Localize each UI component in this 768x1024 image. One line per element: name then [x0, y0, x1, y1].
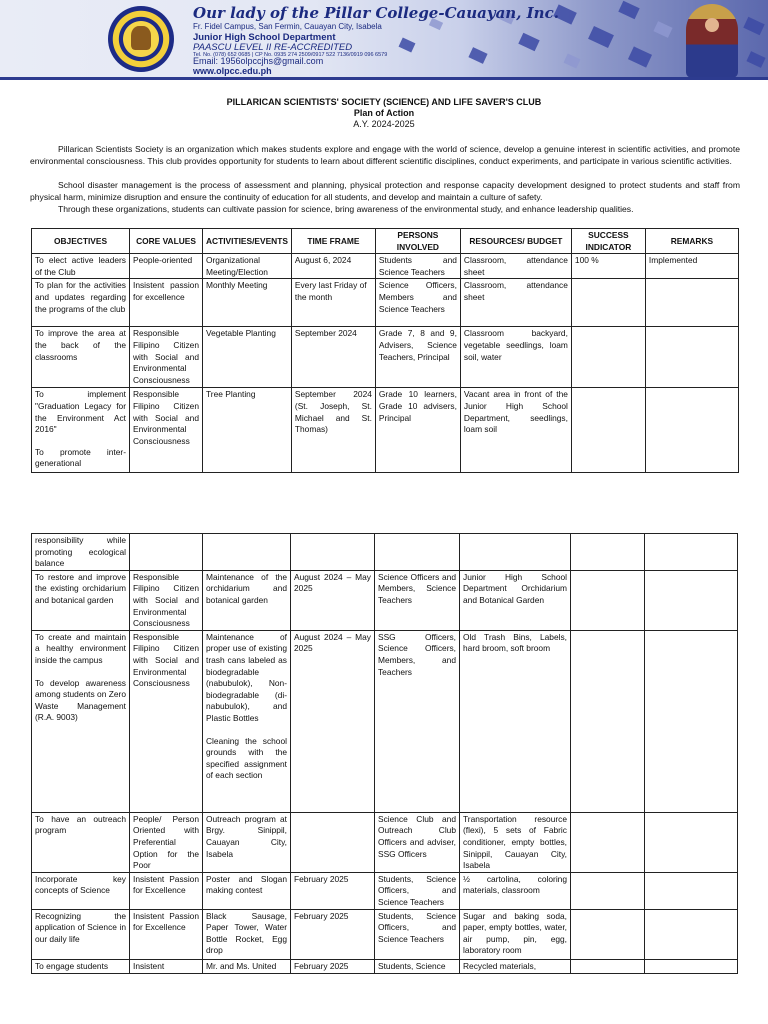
cell-activity: Black Sausage, Paper Tower, Water Bottle Rocket, Egg drop — [203, 909, 291, 959]
cell-objective-text: To implement "Graduation Legacy for the Environment Act 2016" — [35, 389, 126, 435]
cell-activity: Monthly Meeting — [203, 279, 292, 327]
cell-time-frame: August 2024 – May 2025 — [291, 630, 375, 812]
cell-activity-text: Maintenance of proper use of existing trash cans labeled as biodegradable (nabubulok), Non-biodegradable (di-nabubulok), and Plastic Bottles — [206, 631, 287, 723]
cell-activity: Poster and Slogan making contest — [203, 872, 291, 909]
header-success: SUCCESS INDICATOR — [571, 229, 645, 254]
header-banner — [0, 0, 768, 80]
cell-time-frame: February 2025 — [291, 909, 375, 959]
cell-persons: Students, Science Officers, and Science Teachers — [375, 909, 460, 959]
cell-persons: Students, Science — [375, 959, 460, 973]
table-row — [32, 534, 738, 571]
cell-resources: Vacant area in front of the Junior High School Department, seedlings, loam soil — [460, 388, 571, 473]
table-row — [32, 327, 739, 388]
header-activities: ACTIVITIES/EVENTS — [203, 229, 292, 254]
cell-objective-text-2: To promote inter-generational — [35, 446, 126, 469]
cell-success — [571, 279, 645, 327]
cell-remarks — [645, 872, 738, 909]
cell-time-frame: February 2025 — [291, 872, 375, 909]
cell-resources: Sugar and baking soda, paper, empty bottles, water, air pump, pin, egg, laboratory room — [460, 909, 571, 959]
paragraph-1 — [30, 144, 740, 167]
header-time-frame: TIME FRAME — [291, 229, 375, 254]
cell-objective: To plan for the activities and updates regarding the programs of the club — [32, 279, 130, 327]
cell-time-frame: August 6, 2024 — [291, 254, 375, 279]
cell-activity: Vegetable Planting — [203, 327, 292, 388]
cell-remarks — [645, 388, 738, 473]
cell-objective: Recognizing the application of Science in our daily life — [32, 909, 130, 959]
cell-persons: SSG Officers, Science Officers, Members, and Teachers — [375, 630, 460, 812]
cell-persons: Students and Science Teachers — [375, 254, 460, 279]
header-resources: RESOURCES/ BUDGET — [460, 229, 571, 254]
paragraph-3-text: Through these organizations, students can cultivate passion for science, bring awareness of the environmental study, and enhance leadership qualities. — [58, 204, 634, 214]
cell-persons: Grade 10 learners, Grade 10 advisers, Principal — [375, 388, 460, 473]
paragraph-3 — [30, 204, 740, 216]
cell-activity: Mr. and Ms. United — [203, 959, 291, 973]
cell-objective: To elect active leaders of the Club — [32, 254, 130, 279]
plan-table-continued — [31, 533, 738, 974]
cell-core-value: People-oriented — [130, 254, 203, 279]
cell-core-value: Responsible Filipino Citizen with Social and Environmental Consciousness — [130, 570, 203, 630]
cell-persons: Science Officers, Members and Science Teachers — [375, 279, 460, 327]
table-header-row — [32, 229, 739, 254]
cell-remarks — [645, 279, 738, 327]
cell-resources: Classroom backyard, vegetable seedlings, loam soil, water — [460, 327, 571, 388]
table-row — [32, 570, 738, 630]
title-line-1: PILLARICAN SCIENTISTS' SOCIETY (SCIENCE) AND LIFE SAVER'S CLUB — [226, 97, 542, 107]
cell-time-frame: Every last Friday of the month — [291, 279, 375, 327]
cell-activity-text-2: Cleaning the school grounds with the specified assignment of each section — [206, 735, 287, 781]
cell-remarks — [645, 812, 738, 872]
cell-time-frame: February 2025 — [291, 959, 375, 973]
cell-core-value: Insistent Passion for Excellence — [130, 872, 203, 909]
cell-core-value: Insistent Passion for Excellence — [130, 909, 203, 959]
cell-resources: Junior High School Department Orchidarium and Botanical Garden — [460, 570, 571, 630]
table-row — [32, 872, 738, 909]
cell-objective: To improve the area at the back of the classrooms — [32, 327, 130, 388]
website-text: www.olpcc.edu.ph — [193, 66, 272, 76]
cell-objective-text: To create and maintain a healthy environment inside the campus — [35, 631, 126, 665]
cell-persons — [375, 534, 460, 571]
cell-objective: To restore and improve the existing orchidarium and botanical garden — [32, 570, 130, 630]
department-name: Junior High School Department — [193, 32, 336, 43]
cell-persons: Science Officers and Members, Science Teachers — [375, 570, 460, 630]
cell-success — [571, 570, 645, 630]
telephone-text: Tel. No. (078) 652 0685 | CP No. 0935 274 2509/0917 522 7136/0919 096 6579 — [193, 52, 388, 58]
cell-persons: Students, Science Officers, and Science Teachers — [375, 872, 460, 909]
title-line-2: Plan of Action — [353, 108, 415, 118]
cell-success — [571, 909, 645, 959]
cell-remarks — [645, 570, 738, 630]
cell-core-value: Responsible Filipino Citizen with Social and Environmental Consciousness — [130, 388, 203, 473]
cell-resources: Classroom, attendance sheet — [460, 254, 571, 279]
cell-time-frame: August 2024 – May 2025 — [291, 570, 375, 630]
cell-remarks — [645, 909, 738, 959]
paragraph-2 — [30, 180, 740, 203]
cell-success — [571, 812, 645, 872]
accreditation-text: PAASCU LEVEL II RE-ACCREDITED — [193, 42, 353, 53]
cell-persons: Science Club and Outreach Club Officers and adviser, SSG Officers — [375, 812, 460, 872]
cell-success — [571, 872, 645, 909]
table-row — [32, 812, 738, 872]
cell-resources: Old Trash Bins, Labels, hard broom, soft broom — [460, 630, 571, 812]
madonna-image — [686, 4, 738, 78]
cell-activity: Tree Planting — [203, 388, 292, 473]
cell-time-frame: September 2024 — [291, 327, 375, 388]
banner-bottom-band — [0, 77, 768, 80]
header-remarks: REMARKS — [645, 229, 738, 254]
cell-objective — [32, 388, 130, 473]
cell-objective: To have an outreach program — [32, 812, 130, 872]
madonna-face — [705, 18, 719, 32]
table-row — [32, 279, 739, 327]
email-text: Email: 1956olpccjhs@gmail.com — [193, 56, 324, 66]
cell-time-frame — [291, 534, 375, 571]
header-persons: PERSONS INVOLVED — [375, 229, 460, 254]
paragraph-2-text: School disaster management is the process of assessment and planning, physical protection and response capacity development designed to protect students and staff from physical harm, minimize disruption and ensure the continuity of education for all students, and develop and maintain a culture of safety. — [30, 180, 740, 202]
cell-persons: Grade 7, 8 and 9, Advisers, Science Teachers, Principal — [375, 327, 460, 388]
table-row — [32, 388, 739, 473]
cell-resources: Recycled materials, — [460, 959, 571, 973]
school-address: Fr. Fidel Campus, San Fermin, Cauayan City, Isabela — [193, 22, 382, 31]
cell-success — [571, 327, 645, 388]
table-row — [32, 254, 739, 279]
cell-core-value: Insistent — [130, 959, 203, 973]
cell-time-frame: September 2024 (St. Joseph, St. Michael and St. Thomas) — [291, 388, 375, 473]
cell-time-frame — [291, 812, 375, 872]
cell-remarks — [645, 534, 738, 571]
table-row — [32, 630, 738, 812]
cell-core-value: People/ Person Oriented with Preferential Option for the Poor — [130, 812, 203, 872]
plan-table — [31, 228, 739, 473]
cell-remarks — [645, 327, 738, 388]
cell-success — [571, 534, 645, 571]
logo-emblem — [131, 26, 151, 50]
cell-resources: ½ cartolina, coloring materials, classroom — [460, 872, 571, 909]
paragraph-1-text: Pillarican Scientists Society is an organization which makes students explore and engage with the world of science, develop a genuine interest in scientific activities, and promote environmental consciousness. This club provides opportunity for students to learn about different scientific disciplines, conduct experiments, and participate in various scientific activities. — [30, 144, 740, 166]
cell-objective: responsibility while promoting ecological balance — [32, 534, 130, 571]
cell-success — [571, 959, 645, 973]
cell-resources: Classroom, attendance sheet — [460, 279, 571, 327]
cell-success — [571, 388, 645, 473]
document-title — [0, 97, 768, 130]
cell-objective-text-2: To develop awareness among students on Zero Waste Management (R.A. 9003) — [35, 677, 126, 723]
cell-activity: Outreach program at Brgy. Sinippil, Cauayan City, Isabela — [203, 812, 291, 872]
cell-core-value: Responsible Filipino Citizen with Social and Environmental Consciousness — [130, 630, 203, 812]
cell-activity — [203, 534, 291, 571]
cell-core-value: Insistent passion for excellence — [130, 279, 203, 327]
table-row — [32, 909, 738, 959]
cell-success — [571, 630, 645, 812]
cell-activity — [203, 630, 291, 812]
cell-resources: Transportation resource (flexi), 5 sets of Fabric conditioner, empty bottles, Sinippil, Cauayan City, Isabela — [460, 812, 571, 872]
cell-activity: Maintenance of the orchidarium and botanical garden — [203, 570, 291, 630]
cell-core-value — [130, 534, 203, 571]
cell-core-value: Responsible Filipino Citizen with Social and Environmental Consciousness — [130, 327, 203, 388]
cell-activity: Organizational Meeting/Election — [203, 254, 292, 279]
cell-objective — [32, 630, 130, 812]
title-line-3: A.Y. 2024-2025 — [353, 119, 415, 129]
cell-success: 100 % — [571, 254, 645, 279]
table-row — [32, 959, 738, 973]
cell-resources — [460, 534, 571, 571]
cell-objective: Incorporate key concepts of Science — [32, 872, 130, 909]
school-logo — [108, 6, 174, 72]
header-objectives: OBJECTIVES — [32, 229, 130, 254]
header-core-values: CORE VALUES — [130, 229, 203, 254]
cell-remarks — [645, 630, 738, 812]
cell-remarks: Implemented — [645, 254, 738, 279]
cell-objective: To engage students — [32, 959, 130, 973]
cell-remarks — [645, 959, 738, 973]
school-name: Our lady of the Pillar College-Cauayan, Inc. — [193, 4, 559, 22]
